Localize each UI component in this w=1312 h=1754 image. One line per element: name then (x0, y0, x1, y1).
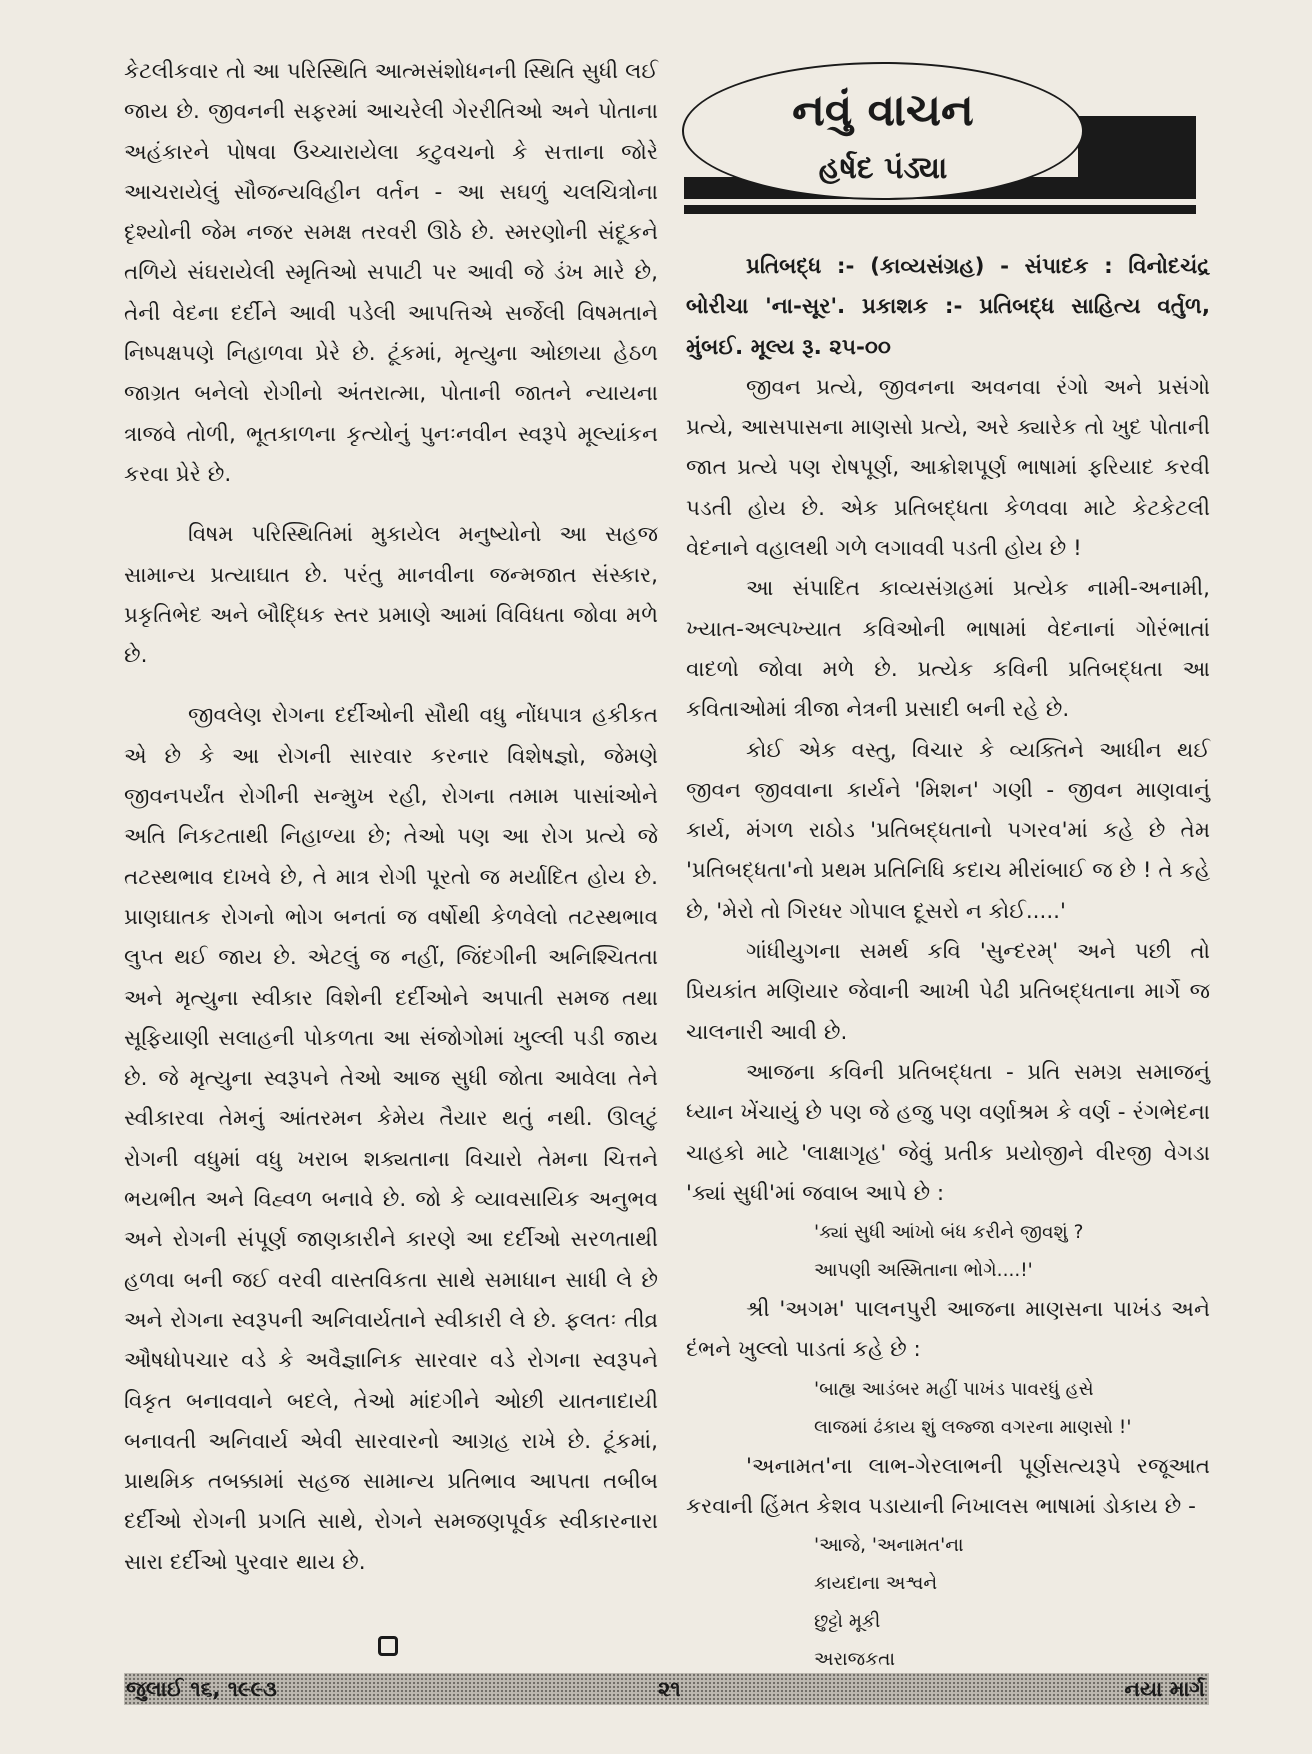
left-column (124, 52, 658, 1583)
right-paragraph-4: ગાંધીયુગના સમર્થ કવિ 'સુન્દરમ્' અને પછી તો પ્રિયકાંત મણિયાર જેવાની આખી પેઢી પ્રતિબદ્ધતાના માર્ગે જ ચાલનારી આવી છે. (686, 939, 1210, 1045)
header-corner-block (1078, 116, 1196, 178)
left-paragraph-2: વિષમ પરિસ્થિતિમાં મુકાયેલ મનુષ્યોનો આ સહજ સામાન્ય પ્રત્યાઘાત છે. પરંતુ માનવીના જન્મજાત સંસ્કાર, પ્રકૃતિભેદ અને બૌદ્ધિક સ્તર પ્રમાણે આમાં વિવિધતા જોવા મળે છે. (124, 522, 658, 669)
right-paragraph-7: 'અનામત'ના લાભ-ગેરલાભની પૂર્ણસત્યરૂપે રજૂઆત કરવાની હિંમત કેશવ પડાયાની નિખાલસ ભાષામાં ડોકાય છે - (686, 1453, 1210, 1520)
verse-3-line-1: 'આજે, 'અનામત'ના (814, 1535, 964, 1557)
column-header (672, 60, 1212, 240)
column-title: નવું વાચન (792, 85, 974, 136)
footer-page-number: ૨૧ (658, 1677, 681, 1701)
verse-1-line-1: 'ક્યાં સુધી આંખો બંધ કરીને જીવશું ? (814, 1222, 1084, 1244)
verse-1-line-2: આપણી અસ્મિતાના ભોગે....!' (814, 1260, 1033, 1282)
verse-3-line-3: છુટ્ટો મૂકી (814, 1611, 881, 1633)
right-paragraph-3: કોઈ એક વસ્તુ, વિચાર કે વ્યક્તિને આધીન થઈ જીવન જીવવાના કાર્યને 'મિશન' ગણી - જીવન માણવાનું કાર્ય, મંગળ રાઠોડ 'પ્રતિબદ્ધતાનો પગરવ'માં કહે છે તેમ 'પ્રતિબદ્ધતા'નો પ્રથમ પ્રતિનિધિ કદાચ મીરાંબાઈ જ છે ! તે કહે છે, 'મેરો તો ગિરધર ગોપાલ દૂસરો ન કોઈ.....' (686, 737, 1210, 924)
verse-2-line-2: લાજમાં ઢંકાય શું લજ્જા વગરના માણસો !' (814, 1416, 1132, 1438)
left-paragraph-3: જીવલેણ રોગના દર્દીઓની સૌથી વધુ નોંધપાત્ર હકીકત એ છે કે આ રોગની સારવાર કરનાર વિશેષજ્ઞો, જેમણે જીવનપર્યંત રોગીની સન્મુખ રહી, રોગના તમામ પાસાંઓને અતિ નિકટતાથી નિહાળ્યા છે; તેઓ પણ આ રોગ પ્રત્યે જે તટસ્થભાવ દાખવે છે, તે માત્ર રોગી પૂરતો જ મર્યાદિત હોય છે. પ્રાણઘાતક રોગનો ભોગ બનતાં જ વર્ષોથી કેળવેલો તટસ્થભાવ લુપ્ત થઈ જાય છે. એટલું જ નહીં, જિંદગીની અનિશ્ચિતતા અને મૃત્યુના સ્વીકાર વિશેની દર્દીઓને અપાતી સમજ તથા સૂફિયાણી સલાહની પોકળતા આ સંજોગોમાં ખુલ્લી પડી જાય છે. જે મૃત્યુના સ્વરૂપને તેઓ આજ સુધી જોતા આવેલા તેને સ્વીકારવા તેમનું આંતરમન કેમેય તૈયાર થતું નથી. ઊલટું રોગની વધુમાં વધુ ખરાબ શક્યતાના વિચારો તેમના ચિત્તને ભયભીત અને વિહ્વળ બનાવે છે. જો કે વ્યાવસાયિક અનુભવ અને રોગની સંપૂર્ણ જાણકારીને કારણે આ દર્દીઓ સરળતાથી હળવા બની જઈ વરવી વાસ્તવિકતા સાથે સમાધાન સાધી લે છે અને રોગના સ્વરૂપની અનિવાર્યતાને સ્વીકારી લે છે. ફલતઃ તીવ્ર ઔષધોપચાર વડે કે અવૈજ્ઞાનિક સારવાર વડે રોગના સ્વરૂપને વિકૃત બનાવવાને બદલે, તેઓ માંદગીને ઓછી યાતનાદાયી બનાવતી અનિવાર્ય એવી સારવારનો આગ્રહ રાખે છે. ટૂંકમાં, પ્રાથમિક તબક્કામાં સહજ સામાન્ય પ્રતિભાવ આપતા તબીબ દર્દીઓ રોગની પ્રગતિ સાથે, રોગને સમજણપૂર્વક સ્વીકારનારા સારા દર્દીઓ પુરવાર થાય છે. (124, 703, 658, 1575)
footer-magazine-name: નયા માર્ગ (1124, 1677, 1205, 1701)
footer-date: જુલાઈ ૧૬, ૧૯૯૩ (126, 1677, 277, 1701)
left-paragraph-1: કેટલીકવાર તો આ પરિસ્થિતિ આત્મસંશોધનની સ્થિતિ સુધી લઈ જાય છે. જીવનની સફરમાં આચરેલી ગેરરીતિઓ અને પોતાના અહંકારને પોષવા ઉચ્ચારાયેલા કટુવચનો કે સત્તાના જોરે આચરાયેલું સૌજન્યવિહીન વર્તન - આ સઘળું ચલચિત્રોના દૃશ્યોની જેમ નજર સમક્ષ તરવરી ઊઠે છે. સ્મરણોની સંદૂકને તળિયે સંઘરાયેલી સ્મૃતિઓ સપાટી પર આવી જે ડંખ મારે છે, તેની વેદના દર્દીને આવી પડેલી આપત્તિએ સર્જેલી વિષમતાને નિષ્પક્ષપણે નિહાળવા પ્રેરે છે. ટૂંકમાં, મૃત્યુના ઓછાયા હેઠળ જાગ્રત બનેલો રોગીનો અંતરાત્મા, પોતાની જાતને ન્યાયના ત્રાજવે તોળી, ભૂતકાળના કૃત્યોનું પુનઃનવીન સ્વરૂપે મૂલ્યાંકન કરવા પ્રેરે છે. (124, 59, 658, 487)
verse-2-line-1: 'બાહ્ય આડંબર મહીં પાખંડ પાવરધું હસે (814, 1378, 1094, 1400)
article-end-square-icon (378, 1636, 398, 1656)
header-thin-rule (684, 205, 1196, 214)
verse-3-line-4: અરાજકતા (814, 1649, 895, 1671)
right-column (686, 247, 1210, 1679)
right-paragraph-6: શ્રી 'અગમ' પાલનપુરી આજના માણસના પાખંડ અને દંભને ખુલ્લો પાડતાં કહે છે : (686, 1297, 1210, 1363)
page-footer (124, 1673, 1209, 1705)
book-info: પ્રતિબદ્ધ :- (કાવ્યસંગ્રહ) - સંપાદક : વિનોદચંદ્ર બોરીચા 'ના-સૂર'. પ્રકાશક :- પ્રતિબદ્ધ સાહિત્ય વર્તુળ, મુંબઈ. મૂલ્ય રૂ. ૨૫-૦૦ (686, 254, 1210, 360)
right-paragraph-5: આજના કવિની પ્રતિબદ્ધતા - પ્રતિ સમગ્ર સમાજનું ધ્યાન ખેંચાયું છે પણ જે હજુ પણ વર્ણાશ્રમ કે વર્ણ - રંગભેદના ચાહકો માટે 'લાક્ષાગૃહ' જેવું પ્રતીક પ્રયોજીને વીરજી વેગડા 'ક્યાં સુધી'માં જવાબ આપે છે : (686, 1059, 1210, 1206)
column-author: હર્ષદ પંડ્યા (818, 151, 948, 186)
right-paragraph-1: જીવન પ્રત્યે, જીવનના અવનવા રંગો અને પ્રસંગો પ્રત્યે, આસપાસના માણસો પ્રત્યે, અરે ક્યારેક તો ખુદ પોતાની જાત પ્રત્યે પણ રોષપૂર્ણ, આક્રોશપૂર્ણ ભાષામાં ફરિયાદ કરવી પડતી હોય છે. એક પ્રતિબદ્ધતા કેળવવા માટે કેટકેટલી વેદનાને વહાલથી ગળે લગાવવી પડતી હોય છે ! (686, 374, 1210, 562)
right-paragraph-2: આ સંપાદિત કાવ્યસંગ્રહમાં પ્રત્યેક નામી-અનામી, ખ્યાત-અલ્પખ્યાત કવિઓની ભાષામાં વેદનાનાં ગોરંભાતાં વાદળો જોવા મળે છે. પ્રત્યેક કવિની પ્રતિબદ્ધતા આ કવિતાઓમાં ત્રીજા નેત્રની પ્રસાદી બની રહે છે. (686, 576, 1210, 723)
verse-3-line-2: કાયદાના અશ્વને (814, 1573, 938, 1595)
